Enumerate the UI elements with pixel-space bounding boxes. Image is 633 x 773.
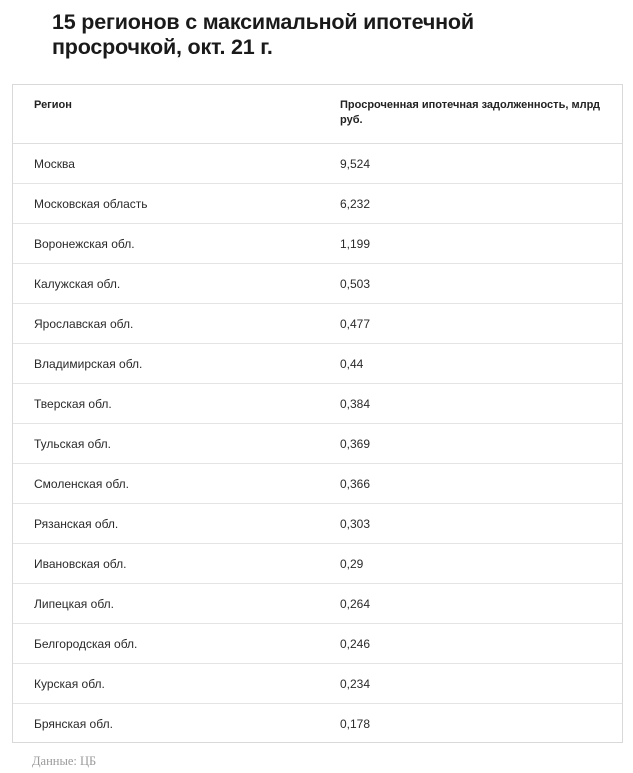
- table-row: [13, 584, 622, 624]
- page-title: 15 регионов с максимальной ипотечной просрочкой, окт. 21 г.: [52, 10, 474, 59]
- region-cell: Воронежская обл.: [34, 237, 135, 251]
- table-row: [13, 704, 622, 744]
- table-row: [13, 384, 622, 424]
- region-cell: Тверская обл.: [34, 397, 112, 411]
- region-cell: Липецкая обл.: [34, 597, 114, 611]
- column-header-overdue-debt: Просроченная ипотечная задолженность, млрд руб.: [340, 99, 600, 126]
- region-cell: Ивановская обл.: [34, 557, 127, 571]
- table-row: [13, 624, 622, 664]
- source-note: Данные: ЦБ: [32, 754, 97, 768]
- overdue-debt-cell: 0,503: [340, 277, 371, 291]
- region-cell: Ярославская обл.: [34, 317, 134, 331]
- table-body: [13, 144, 622, 744]
- region-cell: Рязанская обл.: [34, 517, 119, 531]
- table-row: [13, 264, 622, 304]
- overdue-debt-cell: 6,232: [340, 197, 371, 211]
- table-header: [13, 85, 622, 144]
- overdue-debt-cell: 0,29: [340, 557, 364, 571]
- region-cell: Калужская обл.: [34, 277, 121, 291]
- overdue-debt-cell: 0,264: [340, 597, 371, 611]
- overdue-debt-cell: 9,524: [340, 157, 371, 171]
- region-cell: Владимирская обл.: [34, 357, 143, 371]
- region-cell: Курская обл.: [34, 677, 105, 691]
- column-header-region: Регион: [34, 99, 72, 111]
- overdue-debt-cell: 1,199: [340, 237, 371, 251]
- table-row: [13, 224, 622, 264]
- region-cell: Брянская обл.: [34, 717, 113, 731]
- overdue-debt-cell: 0,303: [340, 517, 371, 531]
- table-row: [13, 464, 622, 504]
- table-row: [13, 344, 622, 384]
- table-row: [13, 304, 622, 344]
- region-cell: Тульская обл.: [34, 437, 112, 451]
- overdue-debt-cell: 0,369: [340, 437, 371, 451]
- table-row: [13, 664, 622, 704]
- region-cell: Смоленская обл.: [34, 477, 129, 491]
- overdue-debt-cell: 0,384: [340, 397, 371, 411]
- overdue-debt-cell: 0,477: [340, 317, 371, 331]
- region-cell: Москва: [34, 157, 75, 171]
- region-cell: Московская область: [34, 197, 148, 211]
- overdue-debt-cell: 0,234: [340, 677, 371, 691]
- table-row: [13, 184, 622, 224]
- overdue-debt-cell: 0,366: [340, 477, 371, 491]
- table-row: [13, 504, 622, 544]
- overdue-debt-cell: 0,178: [340, 717, 371, 731]
- table-row: [13, 424, 622, 464]
- overdue-debt-cell: 0,246: [340, 637, 371, 651]
- region-cell: Белгородская обл.: [34, 637, 138, 651]
- overdue-debt-cell: 0,44: [340, 357, 364, 371]
- table-row: [13, 144, 622, 184]
- data-table: [12, 84, 623, 743]
- table-row: [13, 544, 622, 584]
